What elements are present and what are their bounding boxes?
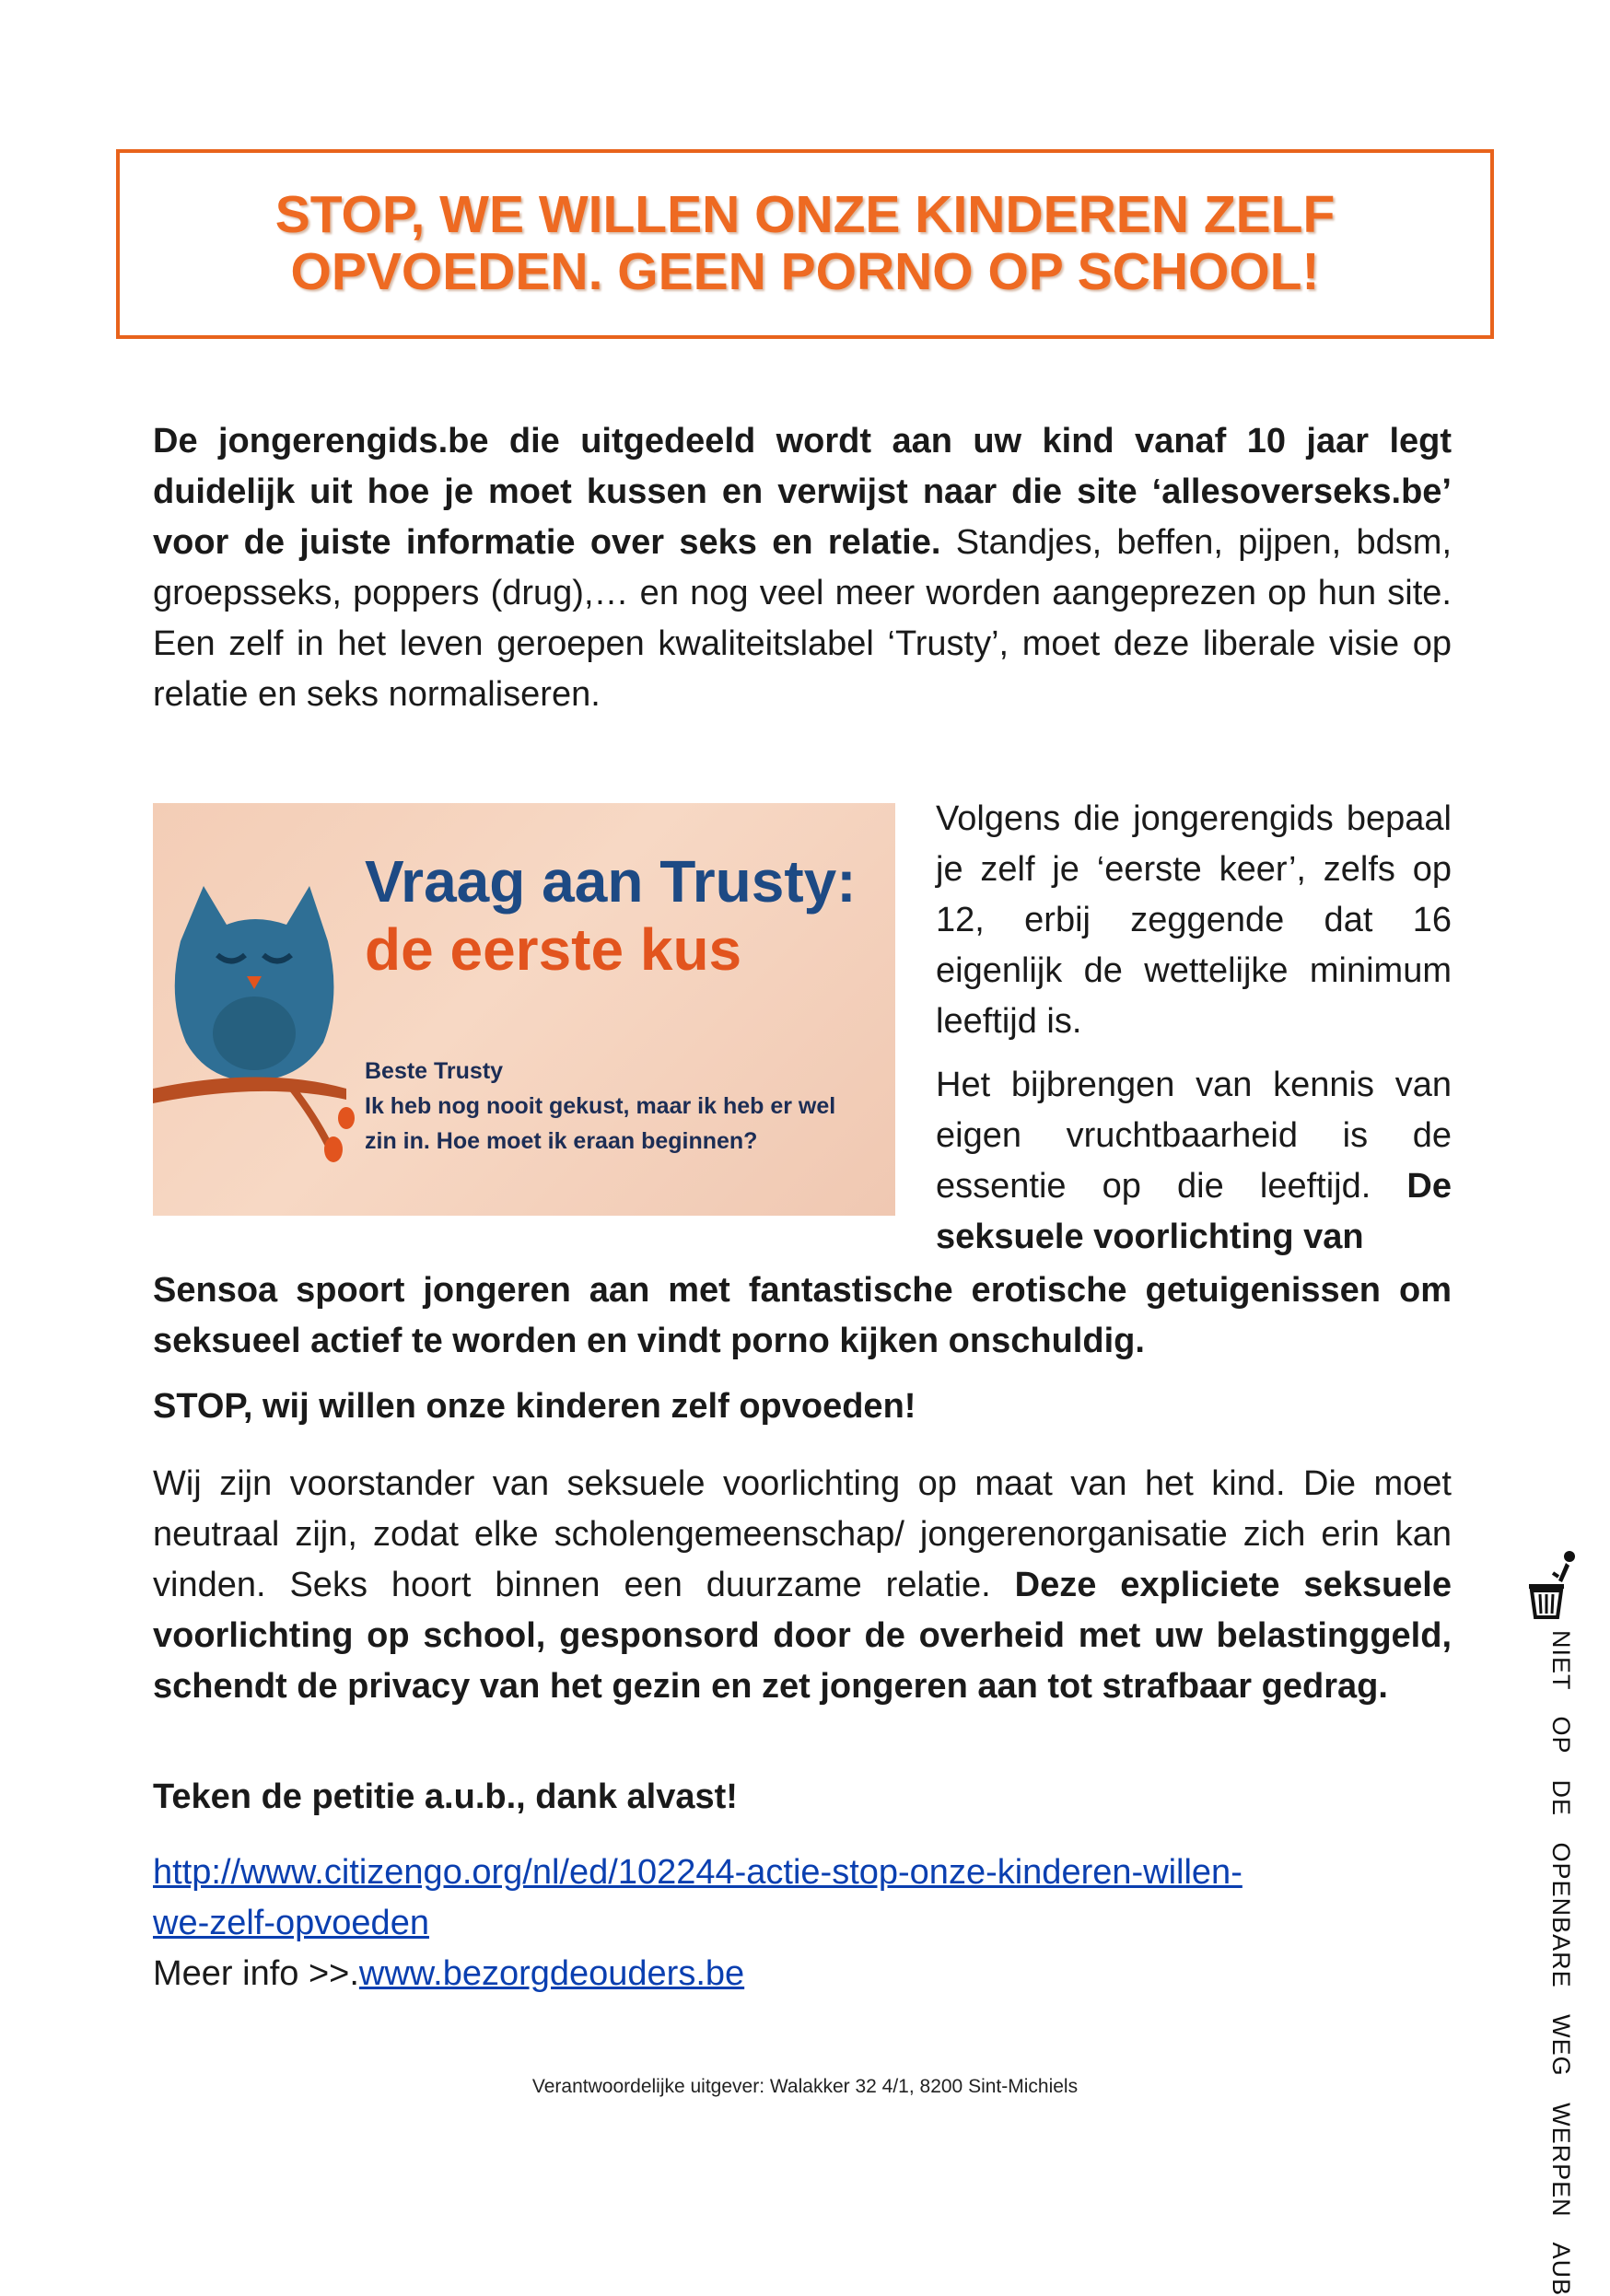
- photo-letter: [365, 1054, 835, 1159]
- petition-link-line-1: http://www.citizengo.org/nl/ed/102244-actie-stop-onze-kinderen-willen-: [153, 1853, 1242, 1892]
- side-paragraph-2-normal: Het bijbrengen van kennis van eigen vruchtbaarheid is de essentie op die leeftijd.: [936, 1066, 1452, 1206]
- petition-call-text: Teken de petitie a.u.b., dank alvast!: [153, 1777, 738, 1816]
- photo-title-line-2: de eerste kus: [365, 916, 742, 983]
- intro-normal-text: Standjes, beffen, pijpen, bdsm, groepsseks, poppers (drug),… en nog veel meer worden aangeprezen op hun site. Een zelf in het leven geroepen kwaliteitslabel ‘Trusty’, moet deze liberale visie op relatie en seks normaliseren.: [153, 523, 1452, 714]
- photo-letter-greeting: Beste Trusty: [365, 1058, 504, 1084]
- photo-letter-line-2: zin in. Hoe moet ik eraan beginnen?: [365, 1128, 758, 1154]
- continuation-bold-text: Sensoa spoort jongeren aan met fantastische erotische getuigenissen om seksueel actief te worden en vindt porno kijken onschuldig.: [153, 1271, 1452, 1360]
- side-paragraph-2-bold: De seksuele voorlichting van: [936, 1167, 1452, 1256]
- intro-bold-text: De jongerengids.be die uitgedeeld wordt aan uw kind vanaf 10 jaar legt duidelijk uit hoe je moet kussen en verwijst naar die site ‘allesoverseks.be’ voor de juiste informatie over seks en relatie.: [153, 422, 1452, 562]
- side-text: [936, 794, 1452, 1276]
- vertical-disposal-note: NIET OP DE OPENBARE WEG WERPEN AUB: [1547, 1630, 1575, 2296]
- headline-line-2: OPVOEDEN. GEEN PORNO OP SCHOOL!: [290, 242, 1320, 301]
- links-block: [153, 1847, 1452, 1999]
- headline: [275, 187, 1336, 300]
- stop-statement: [153, 1381, 1452, 1432]
- petition-link[interactable]: [153, 1853, 1242, 1942]
- publisher-note: Verantwoordelijke uitgever: Walakker 32 4/1, 8200 Sint-Michiels: [531, 2076, 1079, 2097]
- more-info-link[interactable]: www.bezorgdeouders.be: [358, 1954, 745, 1993]
- trusty-photo: [153, 803, 895, 1216]
- petition-call: [153, 1772, 1452, 1823]
- petition-link-line-2: we-zelf-opvoeden: [153, 1904, 429, 1942]
- photo-title-line-1: Vraag aan Trusty:: [365, 848, 857, 915]
- pledge-bold-text: Deze expliciete seksuele voorlichting op school, gesponsord door de overheid met uw belastinggeld, schendt de privacy van het gezin en zet jongeren aan tot strafbaar gedrag.: [153, 1566, 1452, 1706]
- owl-mascot-icon: [153, 868, 365, 1171]
- side-paragraph-1: Volgens die jongerengids bepaal je zelf je ‘eerste keer’, zelfs op 12, erbij zeggende dat 16 eigenlijk de wettelijke minimum leeftijd is.: [936, 799, 1452, 1041]
- intro-paragraph: [153, 416, 1452, 720]
- more-info-prefix: Meer info >>.: [153, 1954, 359, 1993]
- side-paragraph-2: [936, 1060, 1452, 1263]
- continuation-paragraph: [153, 1265, 1452, 1367]
- photo-title: [365, 847, 857, 984]
- pledge-paragraph: [153, 1459, 1452, 1712]
- stop-statement-text: STOP, wij willen onze kinderen zelf opvoeden!: [153, 1387, 916, 1426]
- pledge-normal-text: Wij zijn voorstander van seksuele voorlichting op maat van het kind. Die moet neutraal zijn, zodat elke scholengemeenschap/ jongerenorganisatie zich erin kan vinden. Seks hoort binnen een duurzame relatie.: [153, 1464, 1452, 1604]
- headline-box: [116, 149, 1494, 339]
- headline-line-1: STOP, WE WILLEN ONZE KINDEREN ZELF: [274, 185, 1336, 245]
- photo-letter-line-1: Ik heb nog nooit gekust, maar ik heb er wel: [365, 1093, 836, 1119]
- trash-bin-icon: [1525, 1549, 1584, 1619]
